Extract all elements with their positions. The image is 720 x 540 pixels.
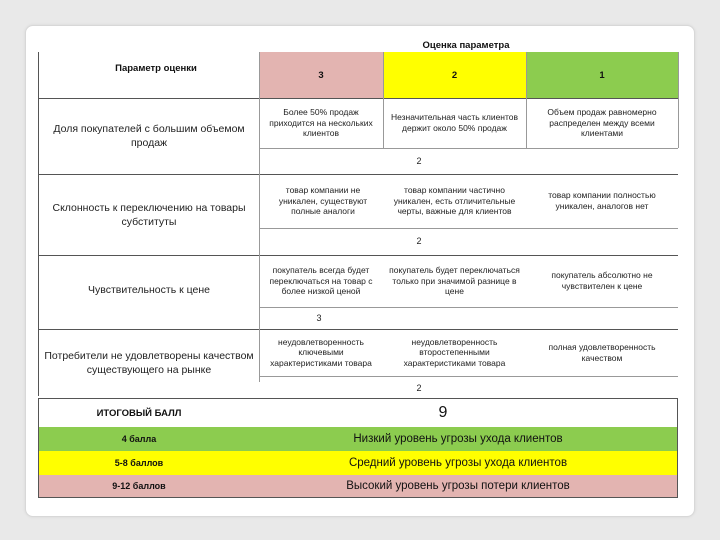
grid-line [38,174,678,175]
row-2-name-text: Склонность к переключению на товары субституты [52,202,246,228]
row-1-c3-text: Более 50% продаж приходится на нескольких клиентов [269,107,373,139]
row-2-score-value: 2 [416,236,422,246]
grid-line [259,52,260,382]
total-value: 9 [438,404,448,421]
level-high-text: Высокий уровень угрозы потери клиентов [346,480,570,492]
header-top-title: Оценка параметра [422,40,510,51]
row-4-name-text: Потребители не удовлетворены качеством существующего на рынке [44,350,254,376]
row-3-c2-text: покупатель будет переключаться только при значимой разнице в цене [389,265,520,297]
total-label: ИТОГОВЫЙ БАЛЛ [96,407,182,419]
header-col1 [526,52,678,98]
row-3-c3-text: покупатель всегда будет переключаться на товар с более низкой ценой [269,265,373,297]
row-1-name-text: Доля покупателей с большим объемом продаж [53,123,245,149]
row-2-name [40,188,258,244]
level-high-text-cell [239,475,677,497]
level-medium-text-cell [239,451,677,475]
row-3-c3 [262,258,380,304]
row-3-score-value: 3 [316,313,322,323]
grid-line [526,52,527,148]
row-1-score-value: 2 [416,156,422,166]
level-row-high [39,475,677,497]
header-col2 [383,52,526,98]
total-label-cell [39,399,239,427]
row-4-c3 [262,331,380,374]
header-param-label: Параметр оценки [115,63,197,74]
grid-line [259,307,678,308]
total-row [39,399,677,428]
level-low-range: 4 балла [121,434,157,444]
level-medium-range: 5-8 баллов [114,458,164,468]
grid-line [38,98,678,99]
row-2-c3-text: товар компании не уникален, существуют полные аналоги [278,185,368,217]
grid-line [259,148,678,149]
grid-line [259,228,678,229]
level-medium-range-cell [39,451,239,475]
row-3-c1-text: покупатель абсолютно не чувствителен к цене [551,270,653,291]
header-col3 [259,52,383,98]
row-1-c2 [385,100,524,146]
total-value-cell [239,399,677,427]
header-col2-label: 2 [451,69,458,81]
row-4-score [259,379,579,397]
row-3-name [40,276,258,306]
row-3-score [259,309,379,327]
row-4-score-value: 2 [416,383,422,393]
row-1-name [40,108,258,166]
row-2-c1 [528,177,676,225]
row-3-c1 [528,258,676,304]
row-4-c1 [528,331,676,374]
level-high-range-cell [39,475,239,497]
row-2-score [259,231,579,251]
row-4-c2 [385,331,524,374]
row-1-c1-text: Объем продаж равномерно распределен между всеми клиентами [547,107,657,139]
row-4-c1-text: полная удовлетворенность качеством [548,341,656,363]
row-1-c3 [262,100,380,146]
row-1-score [259,151,579,171]
grid-line [383,52,384,148]
slide [25,25,695,517]
row-1-c2-text: Незначительная часть клиентов держит около 50% продаж [390,112,519,133]
level-low-range-cell [39,427,239,451]
level-row-low [39,427,677,452]
row-2-c3 [266,177,380,225]
level-low-text-cell [239,427,677,451]
grid-line [259,376,678,377]
row-3-name-text: Чувствительность к цене [88,284,210,297]
row-1-c1 [528,100,676,146]
row-4-c3-text: неудовлетворенность ключевыми характеристиками товара [270,336,372,368]
level-high-range: 9-12 баллов [112,481,166,491]
level-low-text: Низкий уровень угрозы ухода клиентов [353,433,563,445]
row-4-c2-text: неудовлетворенность второстепенными характеристиками товара [403,336,506,368]
header-col1-label: 1 [599,69,605,81]
level-medium-text: Средний уровень угрозы ухода клиентов [348,457,568,469]
grid-line [38,52,39,396]
header-col3-label: 3 [318,69,324,81]
grid-line [678,52,679,148]
row-2-c2-text: товар компании частично уникален, есть отличительные черты, важные для клиентов [393,185,516,217]
row-2-c1-text: товар компании полностью уникален, аналогов нет [548,190,656,211]
row-3-c2 [385,258,524,304]
summary-table [38,398,678,498]
level-row-medium [39,451,677,476]
row-4-name [40,344,258,384]
grid-line [38,329,678,330]
row-2-c2 [385,177,524,225]
grid-line [38,255,678,256]
